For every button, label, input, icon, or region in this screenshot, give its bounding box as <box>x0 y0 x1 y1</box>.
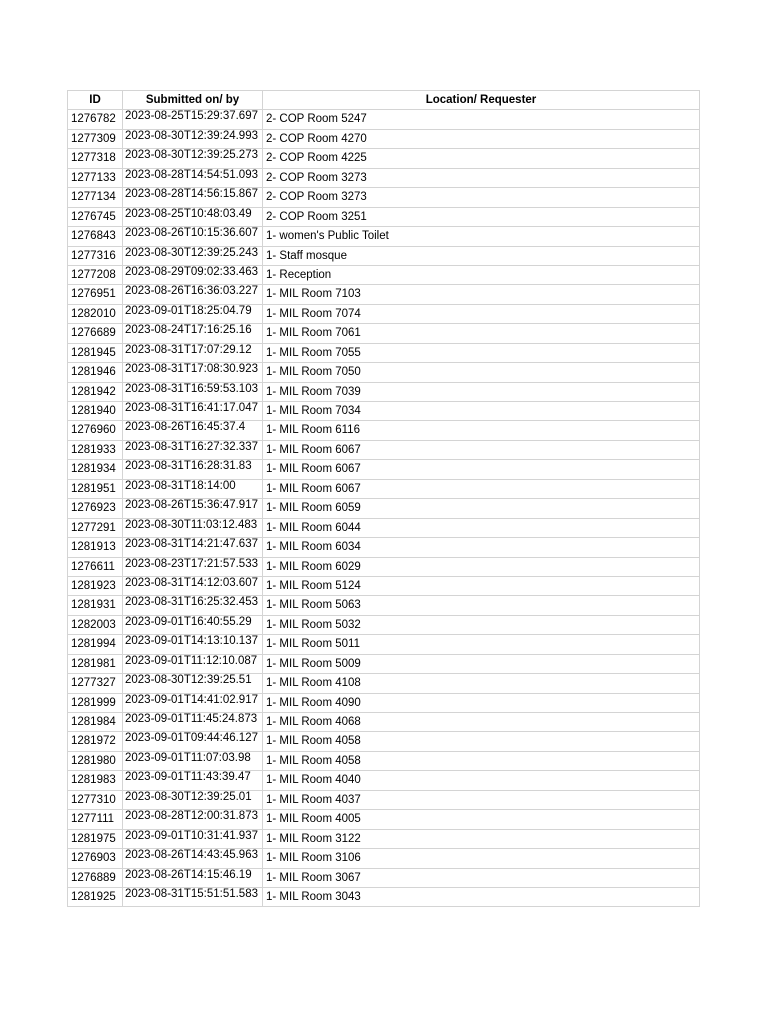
cell-location: 1- MIL Room 6034 <box>263 538 700 557</box>
table-row <box>68 110 700 129</box>
table-row <box>68 693 700 712</box>
cell-id: 1277134 <box>68 188 123 207</box>
cell-id: 1281981 <box>68 654 123 673</box>
submitted-timestamp: 2023-08-28T12:00:31.873 <box>125 810 258 823</box>
requests-table-container <box>67 90 699 907</box>
cell-location: 1- MIL Room 4058 <box>263 751 700 770</box>
cell-submitted <box>123 363 263 382</box>
cell-submitted <box>123 343 263 362</box>
cell-id: 1276960 <box>68 421 123 440</box>
table-row <box>68 790 700 809</box>
cell-submitted <box>123 693 263 712</box>
cell-submitted <box>123 168 263 187</box>
cell-id: 1281931 <box>68 596 123 615</box>
cell-submitted <box>123 324 263 343</box>
cell-submitted <box>123 227 263 246</box>
table-row <box>68 363 700 382</box>
table-row <box>68 188 700 207</box>
cell-id: 1277309 <box>68 129 123 148</box>
cell-submitted <box>123 829 263 848</box>
submitted-timestamp: 2023-08-25T10:48:03.49 <box>125 207 252 220</box>
cell-id: 1281972 <box>68 732 123 751</box>
cell-id: 1276923 <box>68 499 123 518</box>
table-row <box>68 499 700 518</box>
header-location: Location/ Requester <box>263 91 700 110</box>
cell-location: 1- MIL Room 6029 <box>263 557 700 576</box>
cell-id: 1281913 <box>68 538 123 557</box>
cell-id: 1281923 <box>68 576 123 595</box>
cell-submitted <box>123 654 263 673</box>
submitted-timestamp: 2023-09-01T11:12:10.087 <box>125 654 258 667</box>
cell-id: 1281980 <box>68 751 123 770</box>
cell-id: 1281984 <box>68 713 123 732</box>
cell-submitted <box>123 207 263 226</box>
cell-location: 1- MIL Room 6067 <box>263 479 700 498</box>
cell-submitted <box>123 790 263 809</box>
submitted-timestamp: 2023-09-01T11:43:39.47 <box>125 771 251 784</box>
cell-location: 1- MIL Room 7055 <box>263 343 700 362</box>
table-row <box>68 304 700 323</box>
table-row <box>68 382 700 401</box>
submitted-timestamp: 2023-08-23T17:21:57.533 <box>125 557 258 570</box>
table-row <box>68 460 700 479</box>
cell-submitted <box>123 304 263 323</box>
cell-location: 2- COP Room 3273 <box>263 188 700 207</box>
cell-location: 1- women's Public Toilet <box>263 227 700 246</box>
submitted-timestamp: 2023-08-28T14:54:51.093 <box>125 168 258 181</box>
cell-id: 1277316 <box>68 246 123 265</box>
cell-id: 1281946 <box>68 363 123 382</box>
table-row <box>68 343 700 362</box>
table-row <box>68 402 700 421</box>
table-row <box>68 887 700 906</box>
table-row <box>68 713 700 732</box>
cell-id: 1276843 <box>68 227 123 246</box>
table-row <box>68 635 700 654</box>
cell-submitted <box>123 615 263 634</box>
cell-submitted <box>123 751 263 770</box>
cell-location: 1- MIL Room 4108 <box>263 674 700 693</box>
cell-id: 1281999 <box>68 693 123 712</box>
table-row <box>68 557 700 576</box>
cell-submitted <box>123 674 263 693</box>
cell-id: 1281933 <box>68 440 123 459</box>
cell-location: 1- MIL Room 6044 <box>263 518 700 537</box>
cell-id: 1281983 <box>68 771 123 790</box>
table-row <box>68 168 700 187</box>
submitted-timestamp: 2023-08-30T12:39:25.243 <box>125 246 258 259</box>
submitted-timestamp: 2023-08-26T15:36:47.917 <box>125 499 258 512</box>
cell-location: 2- COP Room 3273 <box>263 168 700 187</box>
table-row <box>68 227 700 246</box>
cell-id: 1281951 <box>68 479 123 498</box>
cell-id: 1277291 <box>68 518 123 537</box>
cell-id: 1277208 <box>68 265 123 284</box>
submitted-timestamp: 2023-08-31T14:12:03.607 <box>125 576 258 589</box>
cell-location: 1- MIL Room 5009 <box>263 654 700 673</box>
cell-location: 2- COP Room 5247 <box>263 110 700 129</box>
cell-id: 1276689 <box>68 324 123 343</box>
cell-id: 1281975 <box>68 829 123 848</box>
cell-submitted <box>123 868 263 887</box>
cell-id: 1281934 <box>68 460 123 479</box>
cell-submitted <box>123 732 263 751</box>
cell-submitted <box>123 810 263 829</box>
cell-submitted <box>123 596 263 615</box>
cell-submitted <box>123 460 263 479</box>
cell-location: 1- MIL Room 7074 <box>263 304 700 323</box>
submitted-timestamp: 2023-08-31T16:59:53.103 <box>125 382 258 395</box>
cell-submitted <box>123 576 263 595</box>
table-row <box>68 207 700 226</box>
cell-location: 1- MIL Room 7103 <box>263 285 700 304</box>
table-row <box>68 751 700 770</box>
cell-location: 1- MIL Room 5011 <box>263 635 700 654</box>
table-row <box>68 538 700 557</box>
submitted-timestamp: 2023-08-31T15:51:51.583 <box>125 887 258 900</box>
header-row <box>68 91 700 110</box>
cell-location: 1- MIL Room 7039 <box>263 382 700 401</box>
cell-submitted <box>123 849 263 868</box>
submitted-timestamp: 2023-08-30T12:39:25.273 <box>125 149 258 162</box>
submitted-timestamp: 2023-08-31T17:08:30.923 <box>125 363 258 376</box>
cell-location: 1- MIL Room 7050 <box>263 363 700 382</box>
submitted-timestamp: 2023-08-31T16:28:31.83 <box>125 460 252 473</box>
header-submitted: Submitted on/ by <box>123 91 263 110</box>
submitted-timestamp: 2023-08-26T10:15:36.607 <box>125 227 258 240</box>
table-row <box>68 246 700 265</box>
cell-submitted <box>123 149 263 168</box>
table-row <box>68 149 700 168</box>
table-row <box>68 285 700 304</box>
submitted-timestamp: 2023-08-26T16:45:37.4 <box>125 421 246 434</box>
table-row <box>68 518 700 537</box>
cell-submitted <box>123 479 263 498</box>
submitted-timestamp: 2023-09-01T16:40:55.29 <box>125 615 252 628</box>
cell-submitted <box>123 538 263 557</box>
cell-location: 2- COP Room 4270 <box>263 129 700 148</box>
cell-location: 1- MIL Room 3122 <box>263 829 700 848</box>
cell-submitted <box>123 382 263 401</box>
submitted-timestamp: 2023-09-01T11:45:24.873 <box>125 713 258 725</box>
submitted-timestamp: 2023-08-30T12:39:24.993 <box>125 129 258 142</box>
cell-location: 1- MIL Room 7034 <box>263 402 700 421</box>
submitted-timestamp: 2023-08-31T18:14:00 <box>125 479 236 492</box>
cell-submitted <box>123 265 263 284</box>
cell-id: 1277133 <box>68 168 123 187</box>
cell-location: 1- MIL Room 4037 <box>263 790 700 809</box>
cell-location: 1- MIL Room 4090 <box>263 693 700 712</box>
cell-submitted <box>123 557 263 576</box>
cell-location: 1- MIL Room 6067 <box>263 460 700 479</box>
cell-id: 1281994 <box>68 635 123 654</box>
cell-id: 1282010 <box>68 304 123 323</box>
cell-submitted <box>123 402 263 421</box>
cell-id: 1276951 <box>68 285 123 304</box>
table-row <box>68 771 700 790</box>
table-row <box>68 849 700 868</box>
table-row <box>68 324 700 343</box>
submitted-timestamp: 2023-08-31T17:07:29.12 <box>125 343 252 356</box>
submitted-timestamp: 2023-08-30T12:39:25.01 <box>125 790 252 803</box>
cell-location: 1- MIL Room 4068 <box>263 713 700 732</box>
cell-location: 1- MIL Room 5124 <box>263 576 700 595</box>
cell-submitted <box>123 110 263 129</box>
table-row <box>68 576 700 595</box>
cell-location: 1- MIL Room 6116 <box>263 421 700 440</box>
table-row <box>68 674 700 693</box>
submitted-timestamp: 2023-08-24T17:16:25.16 <box>125 324 252 337</box>
cell-submitted <box>123 421 263 440</box>
cell-submitted <box>123 129 263 148</box>
submitted-timestamp: 2023-08-30T11:03:12.483 <box>125 518 258 531</box>
cell-id: 1281925 <box>68 887 123 906</box>
cell-submitted <box>123 518 263 537</box>
submitted-timestamp: 2023-08-26T14:43:45.963 <box>125 849 258 862</box>
cell-submitted <box>123 635 263 654</box>
cell-location: 1- MIL Room 4040 <box>263 771 700 790</box>
submitted-timestamp: 2023-09-01T10:31:41.937 <box>125 829 258 842</box>
table-row <box>68 129 700 148</box>
cell-location: 1- Reception <box>263 265 700 284</box>
cell-submitted <box>123 440 263 459</box>
submitted-timestamp: 2023-08-31T16:25:32.453 <box>125 596 258 609</box>
cell-submitted <box>123 188 263 207</box>
cell-id: 1282003 <box>68 615 123 634</box>
submitted-timestamp: 2023-08-31T16:41:17.047 <box>125 402 258 414</box>
header-id: ID <box>68 91 123 110</box>
cell-id: 1277318 <box>68 149 123 168</box>
cell-location: 1- MIL Room 6059 <box>263 499 700 518</box>
cell-location: 1- MIL Room 3043 <box>263 887 700 906</box>
table-row <box>68 596 700 615</box>
submitted-timestamp: 2023-08-26T14:15:46.19 <box>125 868 252 881</box>
cell-id: 1276745 <box>68 207 123 226</box>
cell-id: 1276782 <box>68 110 123 129</box>
cell-id: 1277310 <box>68 790 123 809</box>
cell-id: 1277111 <box>68 810 123 829</box>
submitted-timestamp: 2023-08-28T14:56:15.867 <box>125 188 258 201</box>
submitted-timestamp: 2023-09-01T11:07:03.98 <box>125 751 251 764</box>
cell-location: 1- MIL Room 5032 <box>263 615 700 634</box>
submitted-timestamp: 2023-08-26T16:36:03.227 <box>125 285 258 298</box>
table-body <box>68 110 700 907</box>
cell-location: 1- MIL Room 5063 <box>263 596 700 615</box>
cell-location: 1- MIL Room 3067 <box>263 868 700 887</box>
submitted-timestamp: 2023-08-30T12:39:25.51 <box>125 674 252 687</box>
cell-id: 1276611 <box>68 557 123 576</box>
table-row <box>68 654 700 673</box>
cell-submitted <box>123 713 263 732</box>
cell-submitted <box>123 246 263 265</box>
requests-table <box>67 90 700 907</box>
table-row <box>68 615 700 634</box>
submitted-timestamp: 2023-09-01T09:44:46.127 <box>125 732 258 745</box>
cell-id: 1276903 <box>68 849 123 868</box>
cell-id: 1281940 <box>68 402 123 421</box>
cell-id: 1281945 <box>68 343 123 362</box>
submitted-timestamp: 2023-09-01T14:13:10.137 <box>125 635 258 648</box>
cell-submitted <box>123 499 263 518</box>
submitted-timestamp: 2023-09-01T14:41:02.917 <box>125 693 258 706</box>
submitted-timestamp: 2023-09-01T18:25:04.79 <box>125 304 252 317</box>
table-row <box>68 421 700 440</box>
table-row <box>68 440 700 459</box>
cell-location: 1- MIL Room 7061 <box>263 324 700 343</box>
table-row <box>68 479 700 498</box>
table-row <box>68 829 700 848</box>
cell-location: 2- COP Room 4225 <box>263 149 700 168</box>
submitted-timestamp: 2023-08-31T14:21:47.637 <box>125 538 258 551</box>
table-row <box>68 265 700 284</box>
cell-submitted <box>123 285 263 304</box>
submitted-timestamp: 2023-08-25T15:29:37.697 <box>125 110 258 123</box>
cell-id: 1277327 <box>68 674 123 693</box>
cell-id: 1276889 <box>68 868 123 887</box>
cell-location: 1- MIL Room 3106 <box>263 849 700 868</box>
cell-submitted <box>123 771 263 790</box>
submitted-timestamp: 2023-08-31T16:27:32.337 <box>125 440 258 453</box>
cell-location: 1- MIL Room 4058 <box>263 732 700 751</box>
cell-location: 2- COP Room 3251 <box>263 207 700 226</box>
cell-location: 1- Staff mosque <box>263 246 700 265</box>
submitted-timestamp: 2023-08-29T09:02:33.463 <box>125 265 258 278</box>
cell-location: 1- MIL Room 6067 <box>263 440 700 459</box>
table-row <box>68 810 700 829</box>
cell-id: 1281942 <box>68 382 123 401</box>
table-row <box>68 868 700 887</box>
table-row <box>68 732 700 751</box>
cell-submitted <box>123 887 263 906</box>
cell-location: 1- MIL Room 4005 <box>263 810 700 829</box>
